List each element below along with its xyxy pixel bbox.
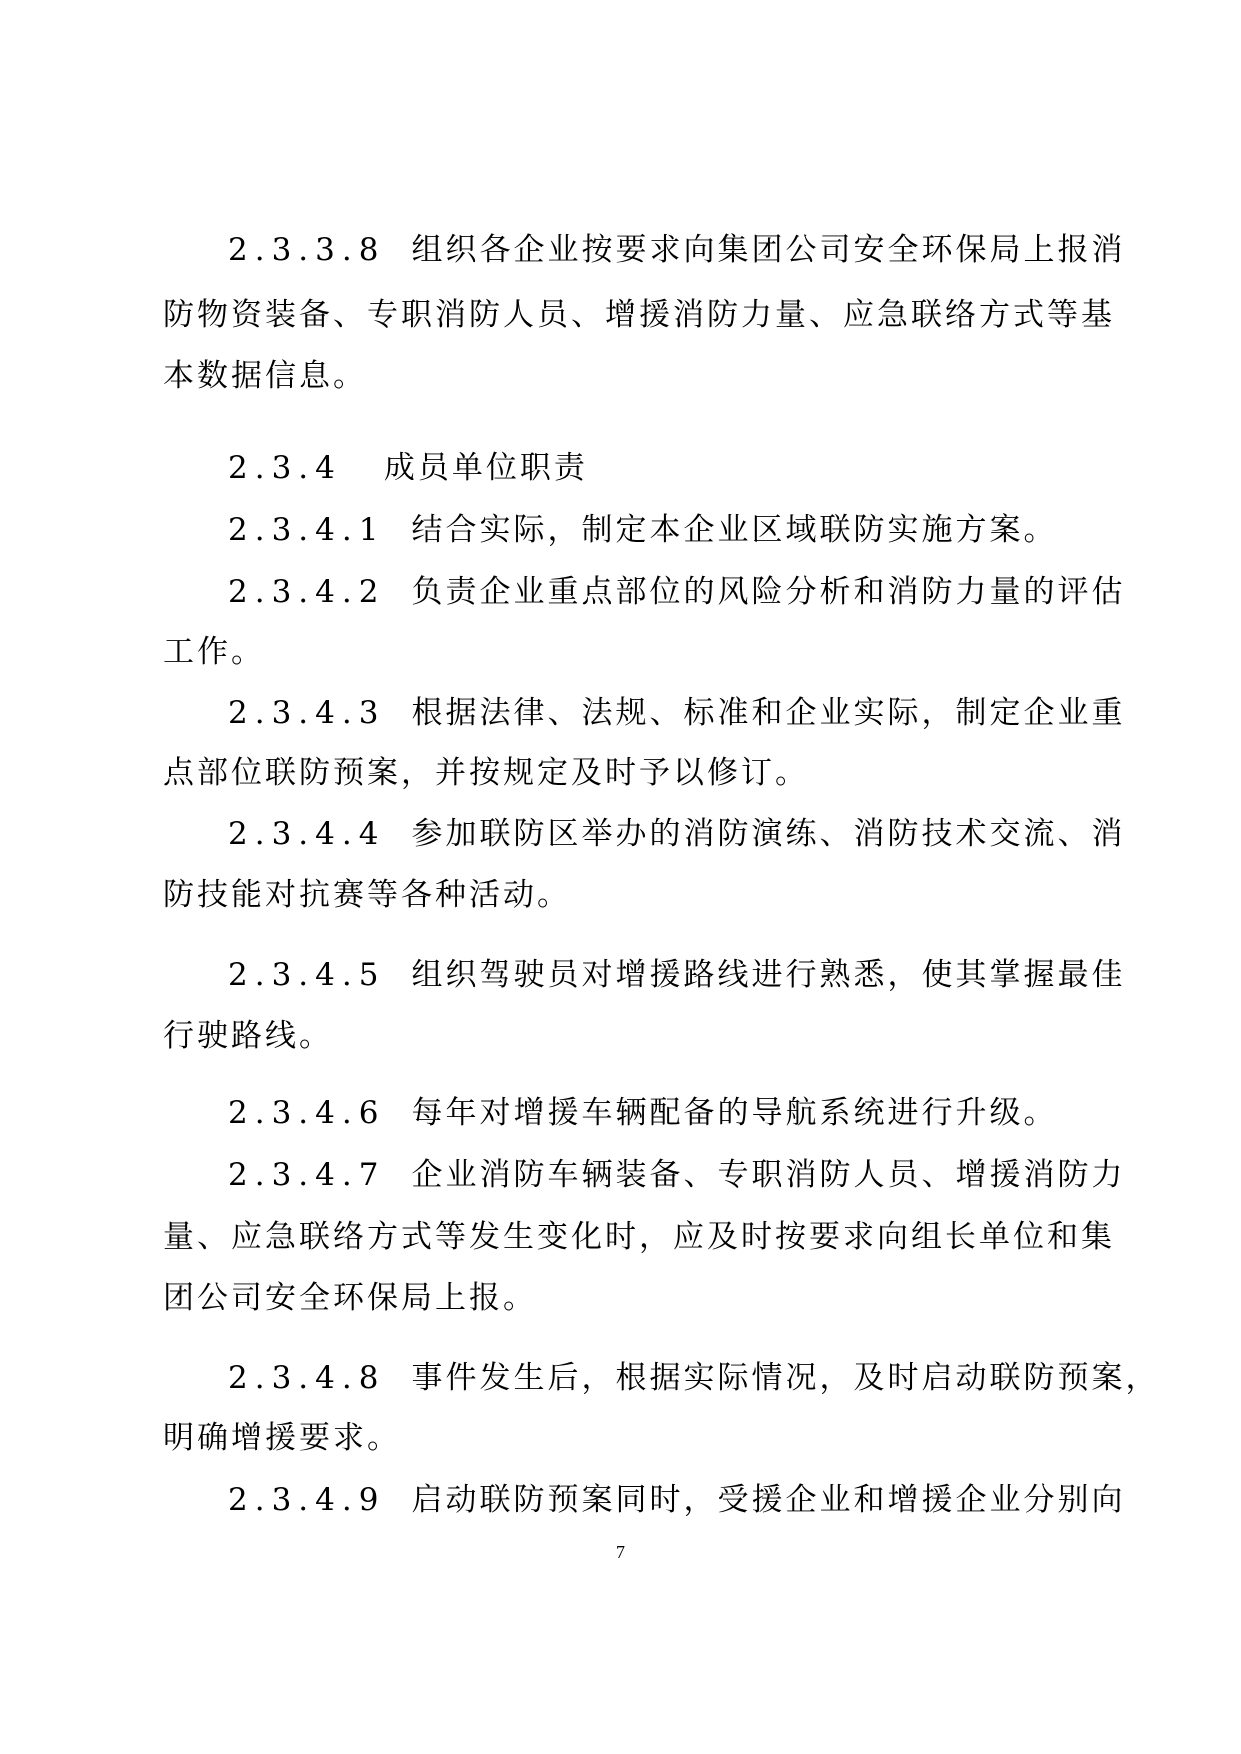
paragraph-text: 团公司安全环保局上报。 (163, 1280, 537, 1316)
section-number: 2.3.3.8 (228, 232, 386, 268)
paragraph-line (0, 1093, 1241, 1133)
paragraph-line (0, 955, 1241, 995)
paragraph-text: 根据法律、法规、标准和企业实际，制定企业重 (411, 695, 1126, 731)
paragraph-line (0, 1358, 1241, 1398)
paragraph-line (0, 356, 1241, 396)
section-number: 2.3.4.9 (228, 1482, 386, 1518)
paragraph-line (0, 1217, 1241, 1257)
page-number: 7 (616, 1542, 625, 1562)
paragraph-line (0, 632, 1241, 672)
paragraph-line (0, 448, 1241, 488)
paragraph-text: 每年对增援车辆配备的导航系统进行升级。 (411, 1095, 1058, 1131)
paragraph-line (0, 295, 1241, 335)
paragraph-text: 组织驾驶员对增援路线进行熟悉，使其掌握最佳 (411, 957, 1126, 993)
paragraph-line (0, 1480, 1241, 1520)
paragraph-line (0, 1418, 1241, 1458)
paragraph-text: 事件发生后，根据实际情况，及时启动联防预案， (411, 1360, 1160, 1396)
section-number: 2.3.4 (228, 450, 342, 486)
paragraph-text: 点部位联防预案，并按规定及时予以修订。 (163, 755, 809, 791)
paragraph-line (0, 230, 1241, 270)
section-number: 2.3.4.5 (228, 957, 386, 993)
paragraph-line (0, 753, 1241, 793)
paragraph-line (0, 875, 1241, 915)
paragraph-text: 启动联防预案同时，受援企业和增援企业分别向 (411, 1482, 1126, 1518)
paragraph-text: 组织各企业按要求向集团公司安全环保局上报消 (411, 232, 1126, 268)
section-number: 2.3.4.6 (228, 1095, 386, 1131)
paragraph-text: 结合实际，制定本企业区域联防实施方案。 (411, 512, 1058, 548)
paragraph-line (0, 1155, 1241, 1195)
paragraph-text: 防技能对抗赛等各种活动。 (163, 877, 571, 913)
paragraph-text: 参加联防区举办的消防演练、消防技术交流、消 (411, 816, 1126, 852)
paragraph-line (0, 572, 1241, 612)
paragraph-line (0, 814, 1241, 854)
section-number: 2.3.4.1 (228, 512, 386, 548)
paragraph-text: 企业消防车辆装备、专职消防人员、增援消防力 (411, 1157, 1126, 1193)
paragraph-text: 防物资装备、专职消防人员、增援消防力量、应急联络方式等基 (163, 297, 1115, 333)
paragraph-line (0, 510, 1241, 550)
section-number: 2.3.4.2 (228, 574, 386, 610)
section-number: 2.3.4.3 (228, 695, 386, 731)
paragraph-text: 本数据信息。 (163, 358, 367, 394)
paragraph-text: 行驶路线。 (163, 1018, 333, 1054)
paragraph-text: 量、应急联络方式等发生变化时，应及时按要求向组长单位和集 (163, 1219, 1115, 1255)
section-number: 2.3.4.4 (228, 816, 386, 852)
paragraph-line (0, 1278, 1241, 1318)
paragraph-text: 工作。 (163, 634, 265, 670)
paragraph-text: 负责企业重点部位的风险分析和消防力量的评估 (411, 574, 1126, 610)
paragraph-text: 成员单位职责 (383, 450, 588, 486)
paragraph-text: 明确增援要求。 (163, 1420, 401, 1456)
paragraph-line (0, 1016, 1241, 1056)
paragraph-line (0, 693, 1241, 733)
section-number: 2.3.4.7 (228, 1157, 386, 1193)
section-number: 2.3.4.8 (228, 1360, 386, 1396)
